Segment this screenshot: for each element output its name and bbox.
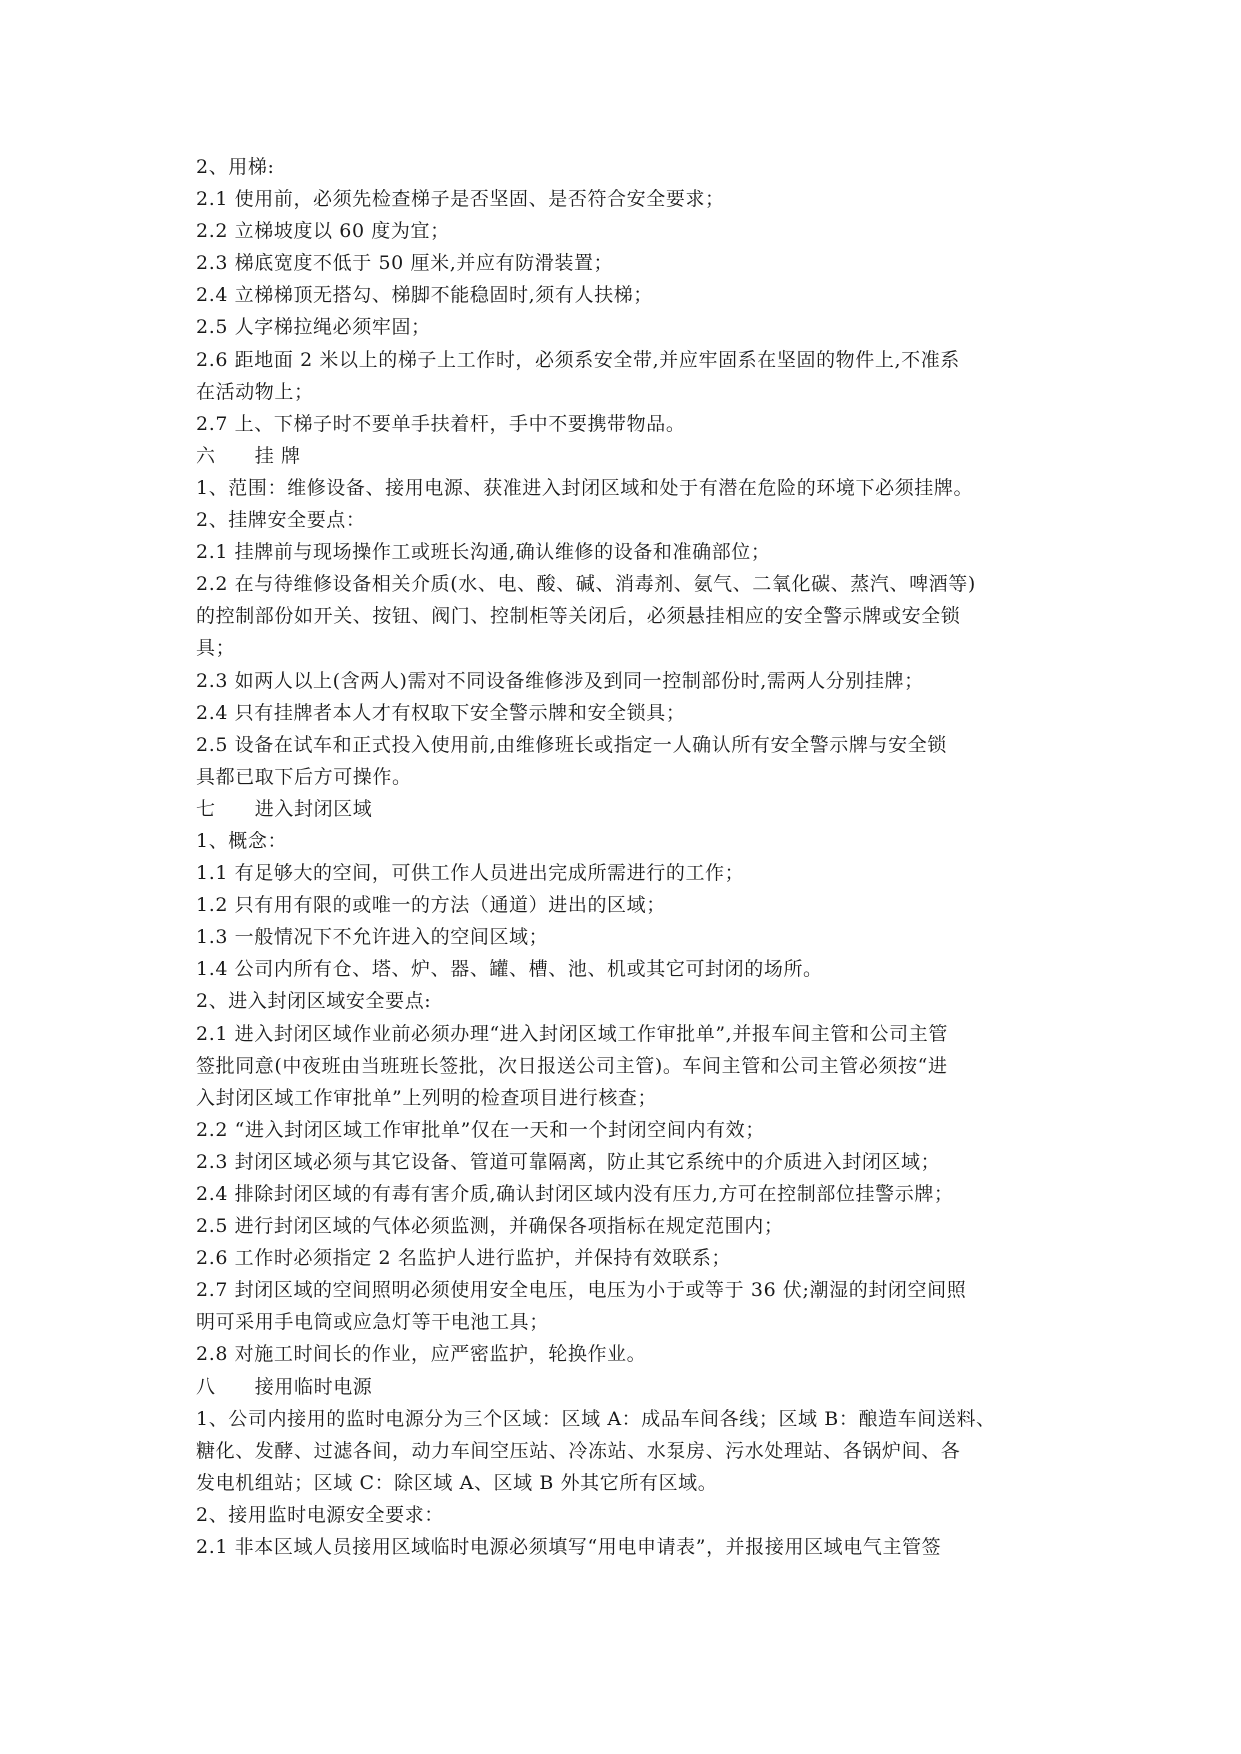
- text-line: 2.2 “进入封闭区域工作审批单”仅在一天和一个封闭空间内有效；: [196, 1118, 765, 1141]
- text-line: 入封闭区域工作审批单”上列明的检查项目进行核查；: [196, 1086, 658, 1109]
- text-line: 2、挂牌安全要点：: [196, 509, 366, 532]
- text-line: 具；: [196, 637, 236, 660]
- text-line: 具都已取下后方可操作。: [196, 765, 412, 788]
- text-line: 2.3 如两人以上(含两人)需对不同设备维修涉及到同一控制部份时,需两人分别挂牌；: [196, 669, 924, 692]
- text-line: 明可采用手电筒或应急灯等干电池工具；: [196, 1311, 549, 1334]
- text-line: 2.5 进行封闭区域的气体必须监测，并确保各项指标在规定范围内；: [196, 1215, 784, 1238]
- text-line: 2.2 在与待维修设备相关介质(水、电、酸、碱、消毒剂、氨气、二氧化碳、蒸汽、啤酒等): [196, 573, 976, 596]
- text-line: 糖化、发酵、过滤各间，动力车间空压站、冷冻站、水泵房、污水处理站、各锅炉间、各: [196, 1439, 961, 1462]
- text-line: 2.1 非本区域人员接用区域临时电源必须填写“用电申请表”，并报接用区域电气主管签: [196, 1536, 942, 1559]
- text-line: 1、概念：: [196, 829, 288, 852]
- text-line: 的控制部份如开关、按钮、阀门、控制柜等关闭后，必须悬挂相应的安全警示牌或安全锁: [196, 605, 961, 628]
- text-line: 签批同意(中夜班由当班班长签批，次日报送公司主管)。车间主管和公司主管必须按“进: [196, 1054, 948, 1077]
- text-line: 1.3 一般情况下不允许进入的空间区域；: [196, 926, 549, 949]
- text-line: 2、进入封闭区域安全要点:: [196, 990, 432, 1013]
- text-line: 2.1 使用前，必须先检查梯子是否坚固、是否符合安全要求；: [196, 188, 725, 211]
- text-line: 1、范围：维修设备、接用电源、获准进入封闭区域和处于有潜在危险的环境下必须挂牌。: [196, 476, 974, 499]
- text-line: 1.4 公司内所有仓、塔、炉、器、罐、槽、池、机或其它可封闭的场所。: [196, 958, 823, 981]
- text-line: 2.8 对施工时间长的作业，应严密监护，轮换作业。: [196, 1343, 647, 1366]
- text-line: 1、公司内接用的监时电源分为三个区域：区域 A：成品车间各线；区域 B：酿造车间送料、: [196, 1407, 996, 1430]
- text-line: 2.1 进入封闭区域作业前必须办理“进入封闭区域工作审批单”,并报车间主管和公司主管: [196, 1022, 948, 1045]
- text-line: 2.4 只有挂牌者本人才有权取下安全警示牌和安全锁具；: [196, 701, 686, 724]
- text-line: 2.2 立梯坡度以 60 度为宜；: [196, 220, 450, 243]
- text-line: 1.2 只有用有限的或唯一的方法（通道）进出的区域；: [196, 894, 666, 917]
- text-line: 2.4 排除封闭区域的有毒有害介质,确认封闭区域内没有压力,方可在控制部位挂警示牌；: [196, 1183, 954, 1205]
- text-line: 2、用梯:: [196, 156, 275, 178]
- text-line: 2.3 梯底宽度不低于 50 厘米,并应有防滑装置；: [196, 252, 614, 275]
- text-line: 2.5 人字梯拉绳必须牢固；: [196, 316, 431, 339]
- text-line: 发电机组站；区域 C：除区域 A、区域 B 外其它所有区域。: [196, 1471, 718, 1494]
- text-line: 1.1 有足够大的空间，可供工作人员进出完成所需进行的工作；: [196, 862, 745, 885]
- text-line: 2.4 立梯梯顶无搭勾、梯脚不能稳固时,须有人扶梯；: [196, 284, 653, 307]
- text-line: 八 接用临时电源: [196, 1375, 373, 1398]
- text-line: 在活动物上；: [196, 380, 314, 403]
- document-body: [196, 151, 1056, 1563]
- text-line: 2.6 距地面 2 米以上的梯子上工作时，必须系安全带,并应牢固系在坚固的物件上,不准系: [196, 348, 960, 371]
- text-line: 2.1 挂牌前与现场操作工或班长沟通,确认维修的设备和准确部位；: [196, 541, 771, 564]
- text-line: 2.6 工作时必须指定 2 名监护人进行监护，并保持有效联系；: [196, 1247, 732, 1270]
- text-line: 2.3 封闭区域必须与其它设备、管道可靠隔离，防止其它系统中的介质进入封闭区域；: [196, 1150, 941, 1173]
- text-line: 2、接用监时电源安全要求：: [196, 1503, 444, 1526]
- text-line: 2.5 设备在试车和正式投入使用前,由维修班长或指定一人确认所有安全警示牌与安全锁: [196, 733, 947, 756]
- text-line: 2.7 封闭区域的空间照明必须使用安全电压，电压为小于或等于 36 伏;潮湿的封闭空间照: [196, 1279, 967, 1302]
- text-line: 2.7 上、下梯子时不要单手扶着杆，手中不要携带物品。: [196, 412, 686, 435]
- text-line: 六 挂 牌: [196, 444, 301, 467]
- text-line: 七 进入封闭区域: [196, 797, 373, 820]
